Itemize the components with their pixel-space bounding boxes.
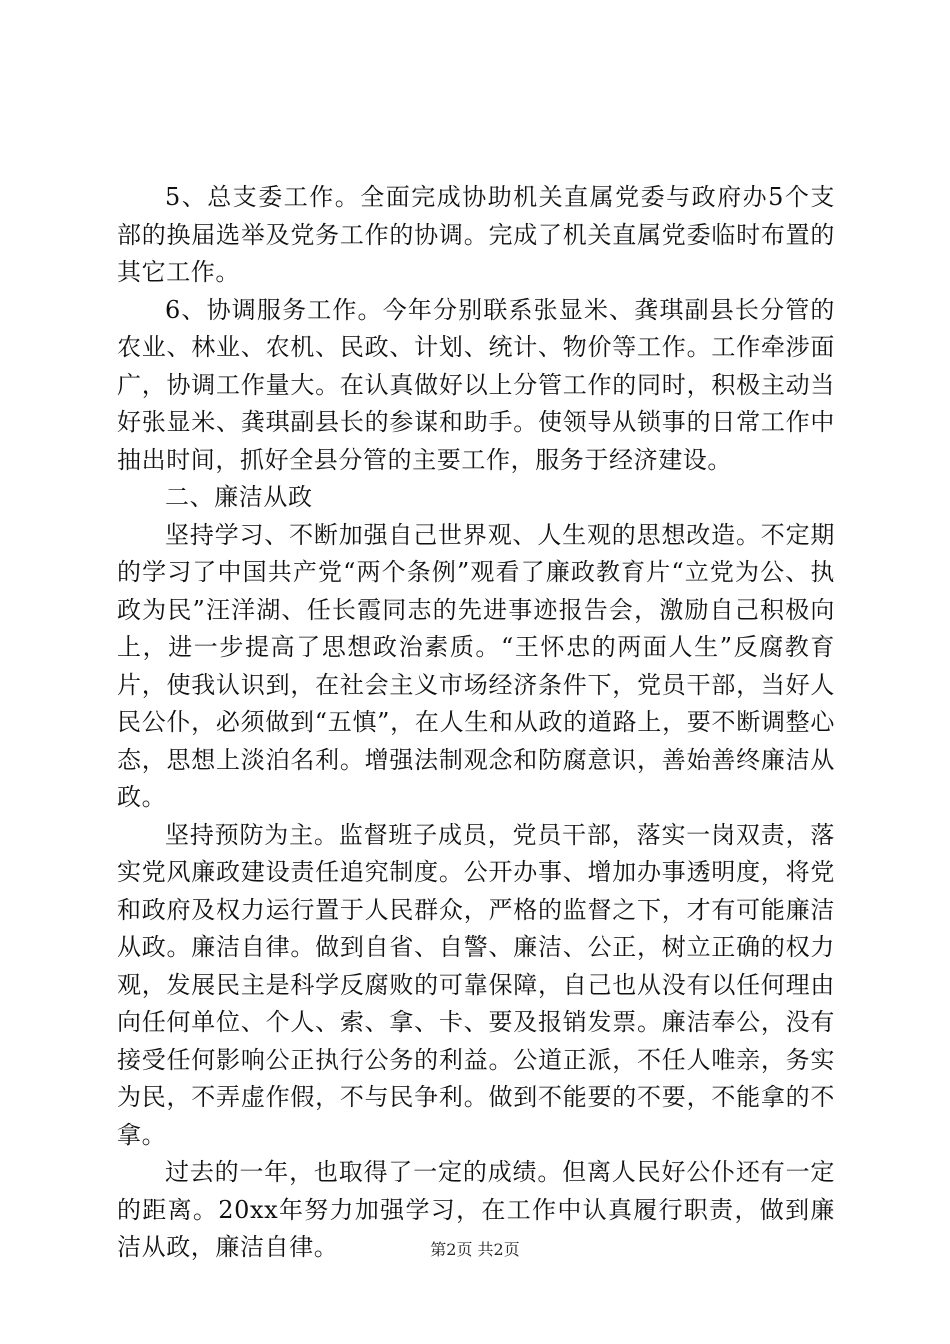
paragraph-summary: 过去的一年，也取得了一定的成绩。但离人民好公仆还有一定的距离。20xx年努力加强学习，在工作中认真履行职责，做到廉洁从政，廉洁自律。 <box>117 1158 835 1261</box>
page-footer: 第2页 共2页 <box>430 1240 520 1259</box>
paragraph-coordination-work: 6、协调服务工作。今年分别联系张显米、龚琪副县长分管的农业、林业、农机、民政、计划、统计、物价等工作。工作牵涉面广，协调工作量大。在认真做好以上分管工作的同时，积极主动当好张显米、龚琪副县长的参谋和助手。使领导从锁事的日常工作中抽出时间，抓好全县分管的主要工作，服务于经济建设。 <box>117 295 835 474</box>
paragraph-study: 坚持学习、不断加强自己世界观、人生观的思想改造。不定期的学习了中国共产党“两个条例”观看了廉政教育片“立党为公、执政为民”汪洋湖、任长霞同志的先进事迹报告会，激励自己积极向上，进一步提高了思想政治素质。“王怀忠的两面人生”反腐教育片，使我认识到，在社会主义市场经济条件下，党员干部，当好人民公仆，必须做到“五慎”，在人生和从政的道路上，要不断调整心态，思想上淡泊名利。增强法制观念和防腐意识，善始善终廉洁从政。 <box>117 520 835 811</box>
paragraph-party-branch-work: 5、总支委工作。全面完成协助机关直属党委与政府办5个支部的换届选举及党务工作的协调。完成了机关直属党委临时布置的其它工作。 <box>117 183 835 286</box>
section-heading-integrity: 二、廉洁从政 <box>165 483 313 511</box>
paragraph-prevention: 坚持预防为主。监督班子成员，党员干部，落实一岗双责，落实党风廉政建设责任追究制度。公开办事、增加办事透明度，将党和政府及权力运行置于人民群众，严格的监督之下，才有可能廉洁从政。廉洁自律。做到自省、自警、廉洁、公正，树立正确的权力观，发展民主是科学反腐败的可靠保障，自己也从没有以任何理由向任何单位、个人、索、拿、卡、要及报销发票。廉洁奉公，没有接受任何影响公正执行公务的利益。公道正派，不任人唯亲，务实为民，不弄虚作假，不与民争利。做到不能要的不要，不能拿的不拿。 <box>117 820 835 1149</box>
document-body <box>117 179 835 1267</box>
